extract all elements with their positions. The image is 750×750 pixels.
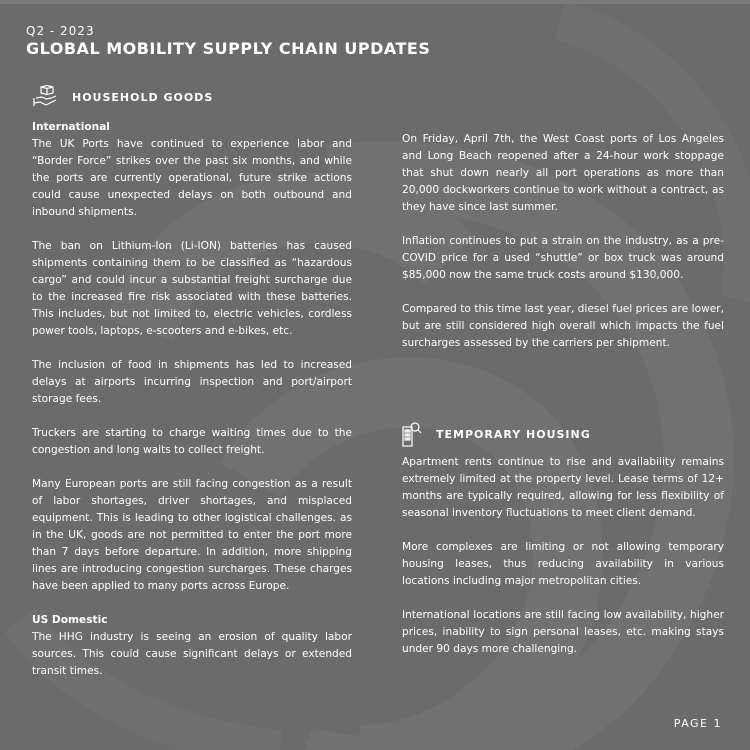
page-number: PAGE 1 [673,717,722,730]
us-domestic-heading: US Domestic [32,614,108,626]
paragraph: Many European ports are still facing congestion as a result of labor shortages, driver shortages, and misplaced equipment. This is leading to other logistical challenges. as in the UK, goods are not permitted to enter the port more than 7 days before departure. In addition, more shipping lines are introducing congestion surcharges. These charges have been applied to many ports across Europe. [32,478,352,592]
right-column-continued [402,131,724,369]
paragraph: International locations are still facing low availability, higher prices, inability to sign personal leases, etc. making stays under 90 days more challenging. [402,609,724,655]
paragraph: The UK Ports have continued to experience labor and “Border Force” strikes over the past six months, and while the ports are currently operational, future strike actions could cause unexpected delays on both outbound and inbound shipments. [32,138,352,218]
left-column [32,119,352,697]
paragraph: On Friday, April 7th, the West Coast ports of Los Angeles and Long Beach reopened after a 24-hour work stoppage that shut down nearly all port operations as more than 20,000 dockworkers continue to work without a contract, as they have since last summer. [402,133,724,213]
household-goods-header [32,84,213,110]
paragraph: Inflation continues to put a strain on the industry, as a pre-COVID price for a used “shuttle” or box truck was around $85,000 now the same truck costs around $130,000. [402,235,724,281]
paragraph: Truckers are starting to charge waiting times due to the congestion and long waits to collect freight. [32,427,352,456]
page-title: GLOBAL MOBILITY SUPPLY CHAIN UPDATES [26,39,431,58]
household-goods-title: HOUSEHOLD GOODS [72,90,214,104]
top-border [0,0,750,4]
paragraph: The HHG industry is seeing an erosion of quality labor sources. This could cause significant delays or extended transit times. [32,631,352,677]
boxes-hand-icon [32,84,58,110]
international-heading: International [32,121,110,133]
temporary-housing-title: TEMPORARY HOUSING [436,427,591,441]
paragraph: The inclusion of food in shipments has led to increased delays at airports incurring inspection and port/airport storage fees. [32,359,352,405]
temporary-housing-header [402,421,591,447]
paragraph: Compared to this time last year, diesel fuel prices are lower, but are still considered high overall which impacts the fuel surcharges assessed by the carriers per shipment. [402,303,724,349]
paragraph: Apartment rents continue to rise and availability remains extremely limited at the property level. Lease terms of 12+ months are typically required, allowing for less flexibility of seasonal inventory fluctuations to meet client demand. [402,456,724,519]
temporary-housing-column [402,454,724,675]
quarter-label: Q2 - 2023 [26,24,95,38]
paragraph: More complexes are limiting or not allowing temporary housing leases, thus reducing availability in various locations including major metropolitan cities. [402,541,724,587]
paragraph: The ban on Lithium-Ion (Li-ION) batteries has caused shipments containing them to be classified as “hazardous cargo” and could incur a substantial freight surcharge due to the increased fire risk associated with these batteries. This includes, but not limited to, electric vehicles, cordless power tools, laptops, e-scooters and e-bikes, etc. [32,240,352,337]
building-search-icon [402,421,422,447]
